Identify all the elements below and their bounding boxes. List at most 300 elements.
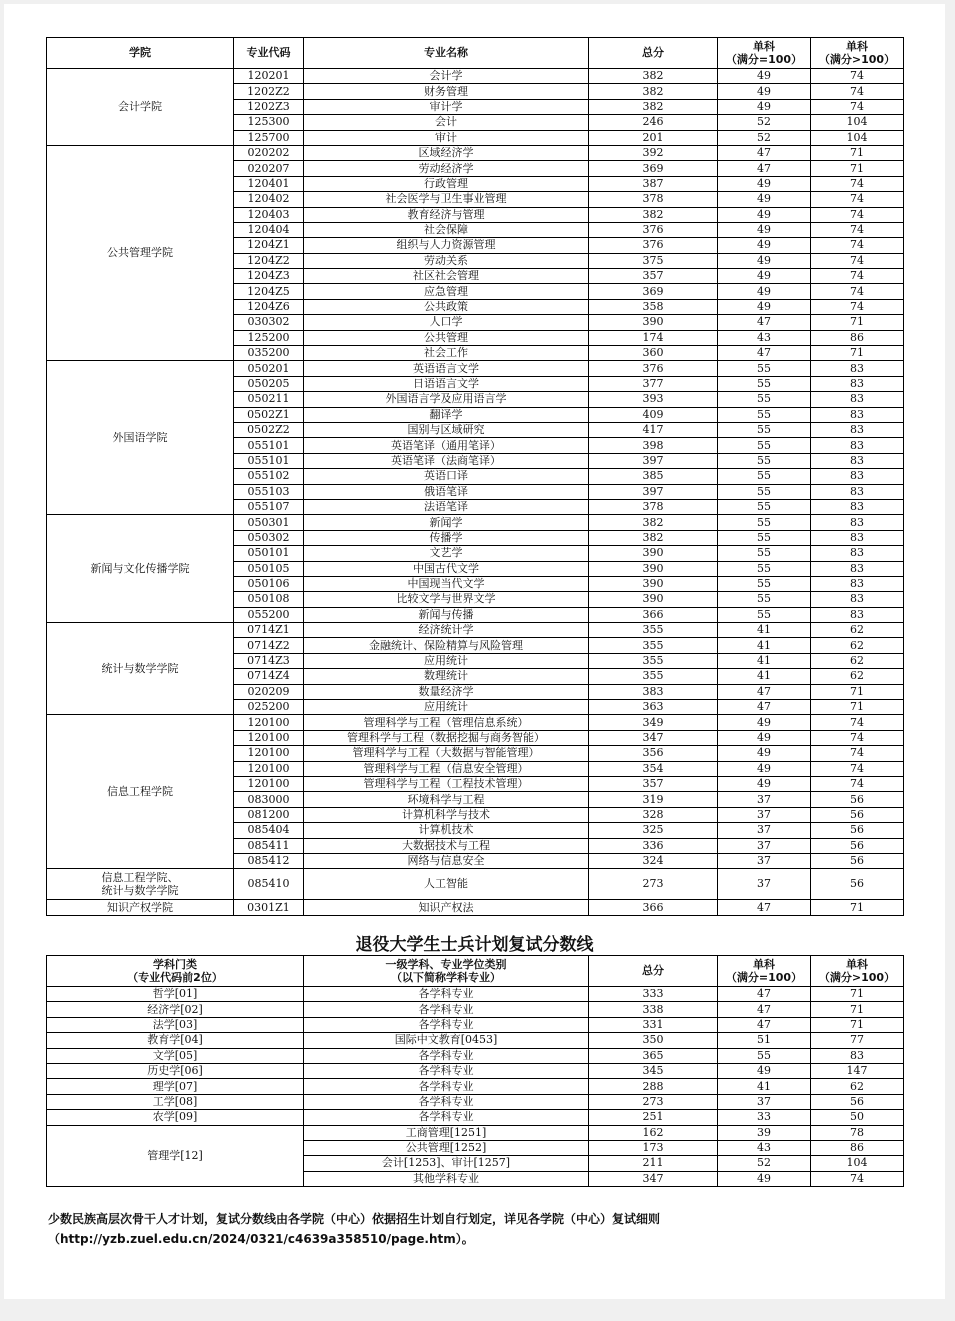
table-row [47, 1079, 904, 1094]
total-cell: 350 [589, 1033, 718, 1048]
code-cell: 055103 [234, 484, 304, 499]
table-row [47, 623, 904, 638]
single-gt100-cell: 83 [811, 453, 904, 468]
college-cell: 知识产权学院 [47, 900, 234, 915]
single-gt100-cell: 71 [811, 1002, 904, 1017]
single-100-cell: 47 [718, 346, 811, 361]
total-cell: 347 [589, 1171, 718, 1186]
single-100-cell: 49 [718, 222, 811, 237]
total-cell: 325 [589, 823, 718, 838]
single-100-cell: 37 [718, 807, 811, 822]
discipline-cell: 公共管理[1252] [304, 1140, 589, 1155]
single-100-cell: 49 [718, 99, 811, 114]
code-cell: 1204Z5 [234, 284, 304, 299]
single-gt100-cell: 71 [811, 346, 904, 361]
total-cell: 246 [589, 115, 718, 130]
college-line: 统计与数学学院 [101, 884, 179, 898]
total-cell: 288 [589, 1079, 718, 1094]
college-cell: 公共管理学院 [47, 145, 234, 360]
category-cell: 历史学[06] [47, 1063, 304, 1078]
major-cell: 劳动经济学 [304, 161, 589, 176]
single-gt100-cell: 74 [811, 253, 904, 268]
single-100-cell: 49 [718, 761, 811, 776]
code-cell: 083000 [234, 792, 304, 807]
single-gt100-cell: 71 [811, 145, 904, 160]
total-cell: 375 [589, 253, 718, 268]
single-100-cell: 49 [718, 1171, 811, 1186]
code-cell: 050211 [234, 392, 304, 407]
single-100-cell: 49 [718, 269, 811, 284]
single-100-cell: 41 [718, 638, 811, 653]
major-cell: 应用统计 [304, 653, 589, 668]
single-gt100-cell: 83 [811, 607, 904, 622]
major-cell: 环境科学与工程 [304, 792, 589, 807]
code-cell: 1202Z2 [234, 84, 304, 99]
table-row [47, 1125, 904, 1140]
single-100-cell: 52 [718, 115, 811, 130]
major-cell: 管理科学与工程（管理信息系统） [304, 715, 589, 730]
total-cell: 336 [589, 838, 718, 853]
code-cell: 035200 [234, 346, 304, 361]
single-100-cell: 37 [718, 1094, 811, 1109]
major-cell: 组织与人力资源管理 [304, 238, 589, 253]
total-cell: 345 [589, 1063, 718, 1078]
single-gt100-cell: 71 [811, 315, 904, 330]
code-cell: 050106 [234, 576, 304, 591]
major-cell: 金融统计、保险精算与风险管理 [304, 638, 589, 653]
total-cell: 366 [589, 607, 718, 622]
total-cell: 338 [589, 1002, 718, 1017]
total-cell: 365 [589, 1048, 718, 1063]
code-cell: 085410 [234, 869, 304, 900]
major-cell: 教育经济与管理 [304, 207, 589, 222]
single-gt100-cell: 74 [811, 222, 904, 237]
major-cell: 社会工作 [304, 346, 589, 361]
major-cell: 计算机技术 [304, 823, 589, 838]
single-gt100-cell: 74 [811, 269, 904, 284]
single-gt100-cell: 74 [811, 1171, 904, 1186]
single-100-cell: 55 [718, 515, 811, 530]
single-gt100-cell: 56 [811, 838, 904, 853]
table-row [47, 900, 904, 915]
college-line: 信息工程学院、 [101, 871, 179, 885]
major-cell: 数量经济学 [304, 684, 589, 699]
single-gt100-cell: 104 [811, 115, 904, 130]
total-cell: 349 [589, 715, 718, 730]
major-cell: 新闻与传播 [304, 607, 589, 622]
major-cell: 传播学 [304, 530, 589, 545]
total-cell: 417 [589, 422, 718, 437]
single-gt100-cell: 83 [811, 438, 904, 453]
major-cell: 管理科学与工程（信息安全管理） [304, 761, 589, 776]
footnote-line: 少数民族高层次骨干人才计划，复试分数线由各学院（中心）依据招生计划自行划定，详见各学院（中心）复试细则 [48, 1212, 661, 1226]
code-cell: 0714Z3 [234, 653, 304, 668]
discipline-cell: 各学科专业 [304, 1094, 589, 1109]
single-100-cell: 49 [718, 192, 811, 207]
header-category [47, 956, 304, 987]
major-cell: 国别与区域研究 [304, 422, 589, 437]
single-gt100-cell: 71 [811, 1017, 904, 1032]
code-cell: 0714Z4 [234, 669, 304, 684]
code-cell: 120402 [234, 192, 304, 207]
single-gt100-cell: 71 [811, 987, 904, 1002]
major-cell: 网络与信息安全 [304, 853, 589, 868]
single-100-cell: 49 [718, 730, 811, 745]
single-100-cell: 39 [718, 1125, 811, 1140]
major-cell: 会计 [304, 115, 589, 130]
major-cell: 社区社会管理 [304, 269, 589, 284]
total-cell: 382 [589, 515, 718, 530]
total-cell: 211 [589, 1156, 718, 1171]
total-cell: 369 [589, 284, 718, 299]
document-page [4, 4, 945, 1299]
single-gt100-cell: 86 [811, 330, 904, 345]
code-cell: 0714Z1 [234, 623, 304, 638]
total-cell: 382 [589, 69, 718, 84]
code-cell: 055101 [234, 438, 304, 453]
table-row [47, 1094, 904, 1109]
single-gt100-cell: 83 [811, 422, 904, 437]
major-cell: 新闻学 [304, 515, 589, 530]
single-gt100-cell: 83 [811, 484, 904, 499]
single-gt100-cell: 83 [811, 499, 904, 514]
single-gt100-cell: 62 [811, 623, 904, 638]
single-gt100-cell: 74 [811, 730, 904, 745]
category-cell: 农学[09] [47, 1110, 304, 1125]
single-gt100-cell: 104 [811, 130, 904, 145]
single-gt100-cell: 62 [811, 669, 904, 684]
single-100-cell: 55 [718, 361, 811, 376]
single-gt100-cell: 83 [811, 392, 904, 407]
major-cell: 经济统计学 [304, 623, 589, 638]
total-cell: 174 [589, 330, 718, 345]
major-cell: 大数据技术与工程 [304, 838, 589, 853]
table-row [47, 515, 904, 530]
header-line: 单科 [846, 958, 868, 971]
category-cell: 经济学[02] [47, 1002, 304, 1017]
code-cell: 085411 [234, 838, 304, 853]
single-100-cell: 55 [718, 469, 811, 484]
single-gt100-cell: 74 [811, 746, 904, 761]
code-cell: 085404 [234, 823, 304, 838]
table-header-row [47, 956, 904, 987]
discipline-cell: 其他学科专业 [304, 1171, 589, 1186]
major-cell: 会计学 [304, 69, 589, 84]
single-100-cell: 49 [718, 238, 811, 253]
single-gt100-cell: 83 [811, 592, 904, 607]
single-100-cell: 37 [718, 838, 811, 853]
single-gt100-cell: 62 [811, 638, 904, 653]
major-cell: 人工智能 [304, 869, 589, 900]
single-100-cell: 55 [718, 499, 811, 514]
code-cell: 025200 [234, 700, 304, 715]
code-cell: 120100 [234, 715, 304, 730]
single-100-cell: 55 [718, 407, 811, 422]
code-cell: 120201 [234, 69, 304, 84]
single-gt100-cell: 74 [811, 776, 904, 791]
single-gt100-cell: 56 [811, 869, 904, 900]
total-cell: 382 [589, 84, 718, 99]
single-100-cell: 33 [718, 1110, 811, 1125]
total-cell: 392 [589, 145, 718, 160]
single-100-cell: 49 [718, 776, 811, 791]
single-gt100-cell: 56 [811, 807, 904, 822]
single-gt100-cell: 74 [811, 176, 904, 191]
table-row [47, 1048, 904, 1063]
total-cell: 390 [589, 315, 718, 330]
single-100-cell: 52 [718, 1156, 811, 1171]
single-100-cell: 49 [718, 1063, 811, 1078]
code-cell: 020209 [234, 684, 304, 699]
major-cell: 区域经济学 [304, 145, 589, 160]
major-cell: 人口学 [304, 315, 589, 330]
college-cell: 新闻与文化传播学院 [47, 515, 234, 623]
single-100-cell: 55 [718, 546, 811, 561]
major-cell: 法语笔译 [304, 499, 589, 514]
single-100-cell: 55 [718, 1048, 811, 1063]
code-cell: 055101 [234, 453, 304, 468]
single-gt100-cell: 74 [811, 761, 904, 776]
total-cell: 201 [589, 130, 718, 145]
single-100-cell: 49 [718, 253, 811, 268]
total-cell: 324 [589, 853, 718, 868]
total-cell: 358 [589, 299, 718, 314]
code-cell: 081200 [234, 807, 304, 822]
code-cell: 050105 [234, 561, 304, 576]
header-single-gt100: 单科 （满分>100） [811, 38, 904, 69]
major-cell: 管理科学与工程（工程技术管理） [304, 776, 589, 791]
table-row [47, 869, 904, 900]
major-cell: 计算机科学与技术 [304, 807, 589, 822]
single-gt100-cell: 74 [811, 238, 904, 253]
table-row [47, 145, 904, 160]
code-cell: 125300 [234, 115, 304, 130]
total-cell: 251 [589, 1110, 718, 1125]
total-cell: 369 [589, 161, 718, 176]
total-cell: 173 [589, 1140, 718, 1155]
code-cell: 1204Z2 [234, 253, 304, 268]
single-100-cell: 55 [718, 592, 811, 607]
category-cell: 理学[07] [47, 1079, 304, 1094]
total-cell: 357 [589, 776, 718, 791]
single-gt100-cell: 83 [811, 376, 904, 391]
major-cell: 英语笔译（通用笔译） [304, 438, 589, 453]
code-cell: 1204Z6 [234, 299, 304, 314]
total-cell: 387 [589, 176, 718, 191]
header-line: 单科 [753, 958, 775, 971]
single-gt100-cell: 74 [811, 99, 904, 114]
major-cell: 知识产权法 [304, 900, 589, 915]
discipline-cell: 各学科专业 [304, 1110, 589, 1125]
single-gt100-cell: 74 [811, 69, 904, 84]
category-cell: 工学[08] [47, 1094, 304, 1109]
table-row [47, 1033, 904, 1048]
single-gt100-cell: 83 [811, 361, 904, 376]
code-cell: 055200 [234, 607, 304, 622]
discipline-cell: 各学科专业 [304, 1017, 589, 1032]
header-discipline [304, 956, 589, 987]
total-cell: 333 [589, 987, 718, 1002]
single-100-cell: 41 [718, 653, 811, 668]
single-100-cell: 49 [718, 284, 811, 299]
code-cell: 050201 [234, 361, 304, 376]
discipline-cell: 工商管理[1251] [304, 1125, 589, 1140]
code-cell: 050205 [234, 376, 304, 391]
major-cell: 社会保障 [304, 222, 589, 237]
score-table-main [46, 37, 904, 916]
major-cell: 比较文学与世界文学 [304, 592, 589, 607]
total-cell: 385 [589, 469, 718, 484]
major-cell: 翻译学 [304, 407, 589, 422]
single-gt100-cell: 56 [811, 1094, 904, 1109]
total-cell: 347 [589, 730, 718, 745]
code-cell: 120100 [234, 761, 304, 776]
total-cell: 363 [589, 700, 718, 715]
single-gt100-cell: 74 [811, 207, 904, 222]
single-gt100-cell: 62 [811, 1079, 904, 1094]
total-cell: 357 [589, 269, 718, 284]
total-cell: 376 [589, 222, 718, 237]
total-cell: 378 [589, 499, 718, 514]
single-gt100-cell: 74 [811, 192, 904, 207]
single-100-cell: 47 [718, 315, 811, 330]
code-cell: 120404 [234, 222, 304, 237]
header-line: （专业代码前2位） [127, 971, 223, 984]
discipline-cell: 各学科专业 [304, 1048, 589, 1063]
total-cell: 331 [589, 1017, 718, 1032]
code-cell: 1204Z3 [234, 269, 304, 284]
code-cell: 085412 [234, 853, 304, 868]
total-cell: 383 [589, 684, 718, 699]
single-gt100-cell: 71 [811, 161, 904, 176]
code-cell: 050108 [234, 592, 304, 607]
total-cell: 398 [589, 438, 718, 453]
header-total: 总分 [589, 956, 718, 987]
header-line: 学科门类 [153, 958, 197, 971]
single-gt100-cell: 147 [811, 1063, 904, 1078]
code-cell: 1202Z3 [234, 99, 304, 114]
code-cell: 030302 [234, 315, 304, 330]
single-gt100-cell: 86 [811, 1140, 904, 1155]
major-cell: 劳动关系 [304, 253, 589, 268]
header-college: 学院 [47, 38, 234, 69]
score-table-veterans [46, 955, 904, 1187]
footnote-link[interactable]: （http://yzb.zuel.edu.cn/2024/0321/c4639a358510/page.htm）。 [48, 1232, 474, 1246]
single-100-cell: 47 [718, 161, 811, 176]
header-major: 专业名称 [304, 38, 589, 69]
single-100-cell: 55 [718, 484, 811, 499]
single-100-cell: 37 [718, 869, 811, 900]
single-gt100-cell: 83 [811, 1048, 904, 1063]
single-100-cell: 47 [718, 684, 811, 699]
discipline-cell: 会计[1253]、审计[1257] [304, 1156, 589, 1171]
total-cell: 366 [589, 900, 718, 915]
college-cell: 信息工程学院 [47, 715, 234, 869]
table-row [47, 1063, 904, 1078]
header-total: 总分 [589, 38, 718, 69]
total-cell: 360 [589, 346, 718, 361]
single-100-cell: 49 [718, 299, 811, 314]
header-single-100 [718, 956, 811, 987]
code-cell: 055107 [234, 499, 304, 514]
single-gt100-cell: 56 [811, 853, 904, 868]
total-cell: 355 [589, 638, 718, 653]
single-gt100-cell: 71 [811, 684, 904, 699]
code-cell: 050301 [234, 515, 304, 530]
single-100-cell: 55 [718, 376, 811, 391]
code-cell: 1204Z1 [234, 238, 304, 253]
code-cell: 125700 [234, 130, 304, 145]
total-cell: 328 [589, 807, 718, 822]
single-100-cell: 37 [718, 853, 811, 868]
single-gt100-cell: 83 [811, 546, 904, 561]
code-cell: 0714Z2 [234, 638, 304, 653]
total-cell: 390 [589, 546, 718, 561]
single-gt100-cell: 50 [811, 1110, 904, 1125]
single-100-cell: 37 [718, 792, 811, 807]
table-row [47, 1017, 904, 1032]
total-cell: 393 [589, 392, 718, 407]
category-cell: 文学[05] [47, 1048, 304, 1063]
single-100-cell: 47 [718, 1017, 811, 1032]
discipline-cell: 各学科专业 [304, 1063, 589, 1078]
single-gt100-cell: 62 [811, 653, 904, 668]
single-100-cell: 55 [718, 561, 811, 576]
single-100-cell: 47 [718, 900, 811, 915]
code-cell: 020207 [234, 161, 304, 176]
total-cell: 376 [589, 361, 718, 376]
code-cell: 120100 [234, 776, 304, 791]
code-cell: 120100 [234, 730, 304, 745]
total-cell: 162 [589, 1125, 718, 1140]
total-cell: 390 [589, 592, 718, 607]
code-cell: 055102 [234, 469, 304, 484]
major-cell: 英语语言文学 [304, 361, 589, 376]
single-gt100-cell: 83 [811, 407, 904, 422]
single-gt100-cell: 56 [811, 792, 904, 807]
college-cell: 统计与数学学院 [47, 623, 234, 715]
major-cell: 俄语笔译 [304, 484, 589, 499]
table-row [47, 987, 904, 1002]
total-cell: 355 [589, 669, 718, 684]
total-cell: 397 [589, 484, 718, 499]
single-100-cell: 47 [718, 987, 811, 1002]
major-cell: 行政管理 [304, 176, 589, 191]
major-cell: 中国古代文学 [304, 561, 589, 576]
major-cell: 审计学 [304, 99, 589, 114]
total-cell: 397 [589, 453, 718, 468]
single-gt100-cell: 83 [811, 576, 904, 591]
total-cell: 382 [589, 530, 718, 545]
major-cell: 应用统计 [304, 700, 589, 715]
single-100-cell: 49 [718, 746, 811, 761]
code-cell: 120403 [234, 207, 304, 222]
total-cell: 273 [589, 1094, 718, 1109]
single-100-cell: 55 [718, 453, 811, 468]
single-100-cell: 49 [718, 84, 811, 99]
major-cell: 数理统计 [304, 669, 589, 684]
section-title-veterans: 退役大学生士兵计划复试分数线 [355, 935, 594, 955]
major-cell: 英语笔译（法商笔译） [304, 453, 589, 468]
single-100-cell: 43 [718, 1140, 811, 1155]
single-100-cell: 49 [718, 207, 811, 222]
total-cell: 319 [589, 792, 718, 807]
single-100-cell: 55 [718, 607, 811, 622]
header-single-gt100 [811, 956, 904, 987]
single-gt100-cell: 83 [811, 561, 904, 576]
major-cell: 英语口译 [304, 469, 589, 484]
single-100-cell: 55 [718, 392, 811, 407]
